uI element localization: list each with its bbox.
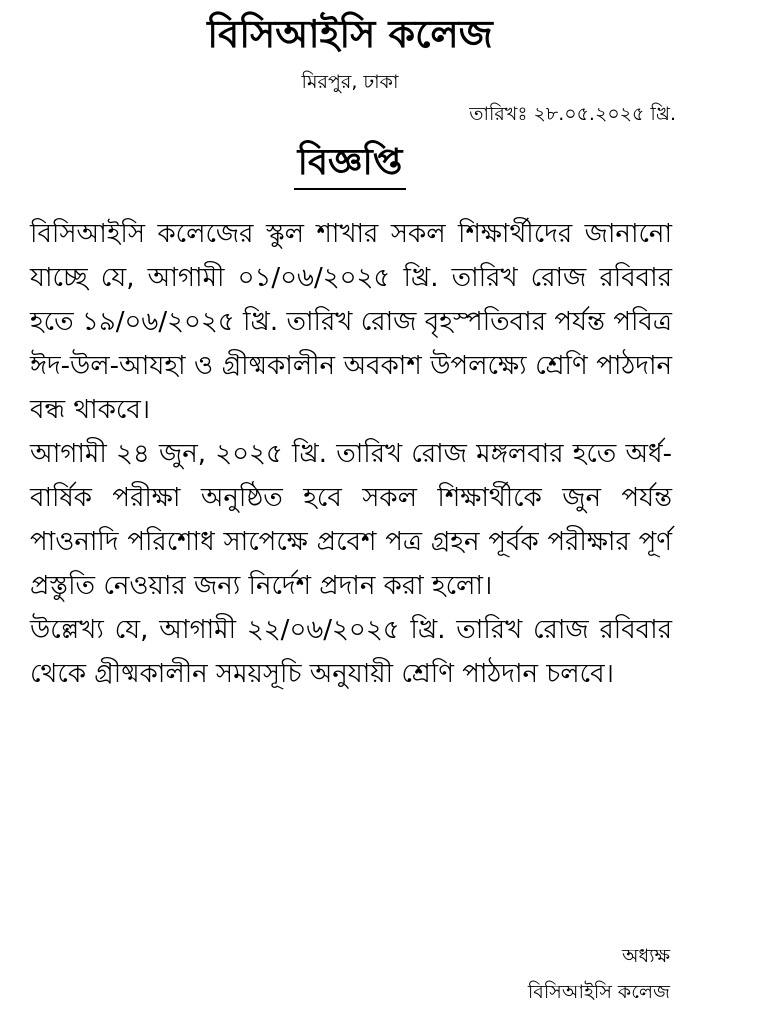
notice-paragraph-exam: আগামী ২৪ জুন, ২০২৫ খ্রি. তারিখ রোজ মঙ্গলবার হতে অর্ধ-বার্ষিক পরীক্ষা অনুষ্ঠিত হবে সকল শিক্ষার্থীকে জুন পর্যন্ত পাওনাদি পরিশোধ সাপেক্ষে প্রবেশ পত্র গ্রহন পূর্বক পরীক্ষার পূর্ণ প্রস্তুতি নেওয়ার জন্য নির্দেশ প্রদান করা হলো। xyxy=(30,439,672,601)
notice-paragraph-holiday: বিসিআইসি কলেজের স্কুল শাখার সকল শিক্ষার্থীদের জানানো যাচ্ছে যে, আগামী ০১/০৬/২০২৫ খ্রি. তারিখ রোজ রবিবার হতে ১৯/০৬/২০২৫ খ্রি. তারিখ রোজ বৃহস্পতিবার পর্যন্ত পবিত্র ঈদ-উল-আযহা ও গ্রীষ্মকালীন অবকাশ উপলক্ষ্যে শ্রেণি পাঠদান বন্ধ থাকবে। xyxy=(30,219,672,425)
notice-paragraph-schedule: উল্লেখ্য যে, আগামী ২২/০৬/২০২৫ খ্রি. তারিখ রোজ রবিবার থেকে গ্রীষ্মকালীন সময়সূচি অনুযায়ী শ্রেণি পাঠদান চলবে। xyxy=(30,615,672,689)
notice-title xyxy=(0,138,700,190)
college-location: মিরপুর, ঢাকা xyxy=(301,71,399,93)
signature-institution: বিসিআইসি কলেজ xyxy=(527,981,670,1003)
notice-body xyxy=(30,212,672,696)
signature-designation: অধ্যক্ষ xyxy=(621,945,670,967)
college-name-heading: বিসিআইসি কলেজ xyxy=(207,12,493,56)
signature-block xyxy=(528,938,670,1010)
notice-date: তারিখঃ ২৮.০৫.২০২৫ খ্রি. xyxy=(469,103,676,125)
notice-title-text: বিজ্ঞপ্তি xyxy=(294,138,407,190)
